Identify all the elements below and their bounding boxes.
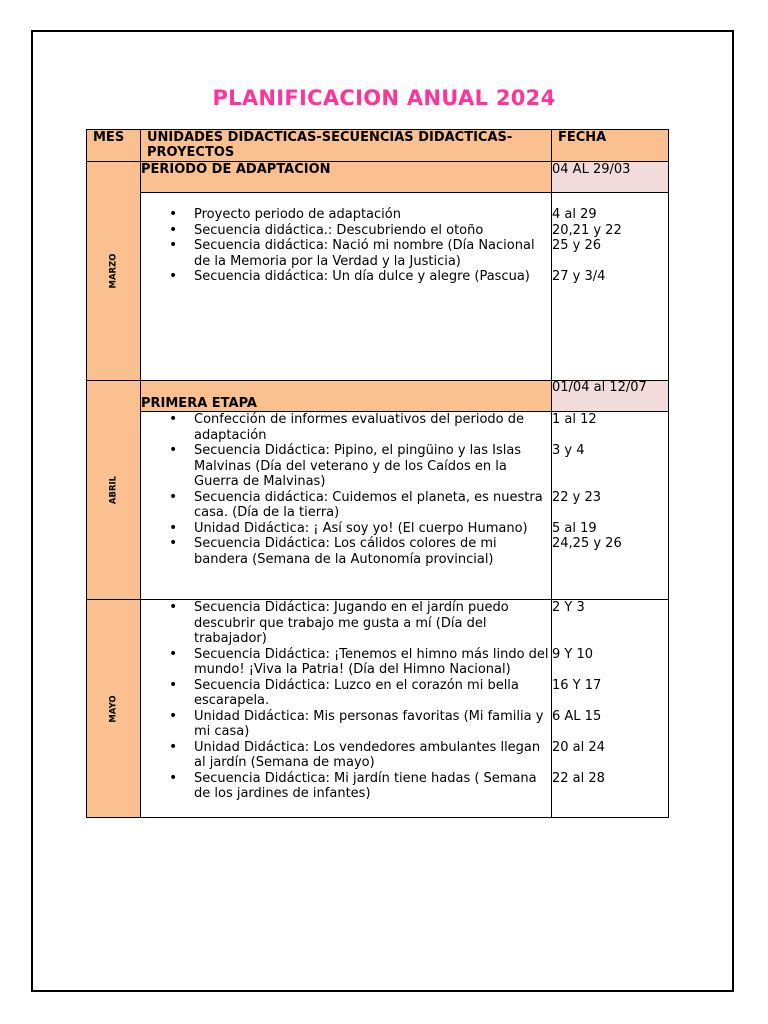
mayo-item-list <box>141 600 551 802</box>
month-label-abril: ABRIL <box>107 475 118 505</box>
mayo-content-row <box>87 600 669 818</box>
planning-table <box>86 129 669 818</box>
list-item: • Secuencia Didáctica: Jugando en el jardín puedo descubrir que trabajo me gusta a mí (Día del trabajador) <box>169 600 551 647</box>
marzo-item-list <box>141 207 551 285</box>
date-item: 6 AL 15 <box>552 708 602 724</box>
header-mes: MES <box>87 130 141 162</box>
date-item: 22 al 28 <box>552 770 605 786</box>
date-item: 4 al 29 <box>552 207 597 222</box>
date-item: 1 al 12 <box>552 412 597 427</box>
mayo-items-cell <box>141 600 552 818</box>
date-item: 2 Y 3 <box>552 600 585 615</box>
header-fecha: FECHA <box>552 130 669 162</box>
list-item: • Unidad Didáctica: Mis personas favoritas (Mi familia y mi casa) <box>169 709 551 740</box>
table-header-row <box>87 130 669 162</box>
date-item: 27 y 3/4 <box>552 269 606 284</box>
list-item: • Confección de informes evaluativos del periodo de adaptación <box>169 412 551 443</box>
list-item: • Secuencia Didáctica: Pipino, el pingüino y las Islas Malvinas (Día del veterano y de los Caídos en la Guerra de Malvinas) <box>169 443 551 490</box>
marzo-dates-cell <box>552 193 669 381</box>
abril-items-cell <box>141 412 552 600</box>
list-item: • Secuencia didáctica: Cuidemos el planeta, es nuestra casa. (Día de la tierra) <box>169 490 551 521</box>
document-title: PLANIFICACION ANUAL 2024 <box>212 86 556 110</box>
date-item: 25 y 26 <box>552 238 602 253</box>
abril-dates-cell <box>552 412 669 600</box>
stage-date-abril: 01/04 al 12/07 <box>552 381 669 412</box>
list-item: • Unidad Didáctica: Los vendedores ambulantes llegan al jardín (Semana de mayo) <box>169 740 551 771</box>
date-item: 20 al 24 <box>552 739 605 755</box>
month-cell-marzo <box>87 162 141 381</box>
month-cell-abril <box>87 381 141 600</box>
list-item: • Secuencia didáctica.: Descubriendo el otoño <box>169 223 551 239</box>
date-item: 20,21 y 22 <box>552 222 622 238</box>
date-item: 5 al 19 <box>552 520 597 536</box>
date-item: 22 y 23 <box>552 489 602 505</box>
list-item: • Secuencia Didáctica: Los cálidos colores de mi bandera (Semana de la Autonomía provincial) <box>169 536 551 567</box>
stage-date-marzo: 04 AL 29/03 <box>552 162 669 193</box>
abril-item-list <box>141 412 551 567</box>
list-item: • Secuencia didáctica: Nació mi nombre (Día Nacional de la Memoria por la Verdad y la Justicia) <box>169 238 551 269</box>
stage-marzo: PERIODO DE ADAPTACION <box>141 162 552 193</box>
month-label-marzo: MARZO <box>107 253 118 289</box>
list-item: • Proyecto periodo de adaptación <box>169 207 551 223</box>
date-item: 9 Y 10 <box>552 646 594 662</box>
abril-content-row <box>87 412 669 600</box>
mayo-dates-cell <box>552 600 669 818</box>
header-unidades: UNIDADES DIDACTICAS-SECUENCIAS DIDACTICAS-PROYECTOS <box>141 130 552 162</box>
month-label-mayo: MAYO <box>107 694 118 723</box>
marzo-stage-row <box>87 162 669 193</box>
date-item: 16 Y 17 <box>552 677 602 693</box>
list-item: • Unidad Didáctica: ¡ Así soy yo! (El cuerpo Humano) <box>169 521 551 537</box>
list-item: • Secuencia Didáctica: Mi jardín tiene hadas ( Semana de los jardines de infantes) <box>169 771 551 802</box>
date-item: 3 y 4 <box>552 443 585 458</box>
marzo-content-row <box>87 193 669 381</box>
date-item: 24,25 y 26 <box>552 536 622 551</box>
month-cell-mayo <box>87 600 141 818</box>
stage-abril: PRIMERA ETAPA <box>141 381 552 412</box>
marzo-items-cell <box>141 193 552 381</box>
list-item: • Secuencia didáctica: Un día dulce y alegre (Pascua) <box>169 269 551 285</box>
list-item: • Secuencia Didáctica: ¡Tenemos el himno más lindo del mundo! ¡Viva la Patria! (Día del Himno Nacional) <box>169 647 551 678</box>
list-item: • Secuencia Didáctica: Luzco en el corazón mi bella escarapela. <box>169 678 551 709</box>
abril-stage-row <box>87 381 669 412</box>
